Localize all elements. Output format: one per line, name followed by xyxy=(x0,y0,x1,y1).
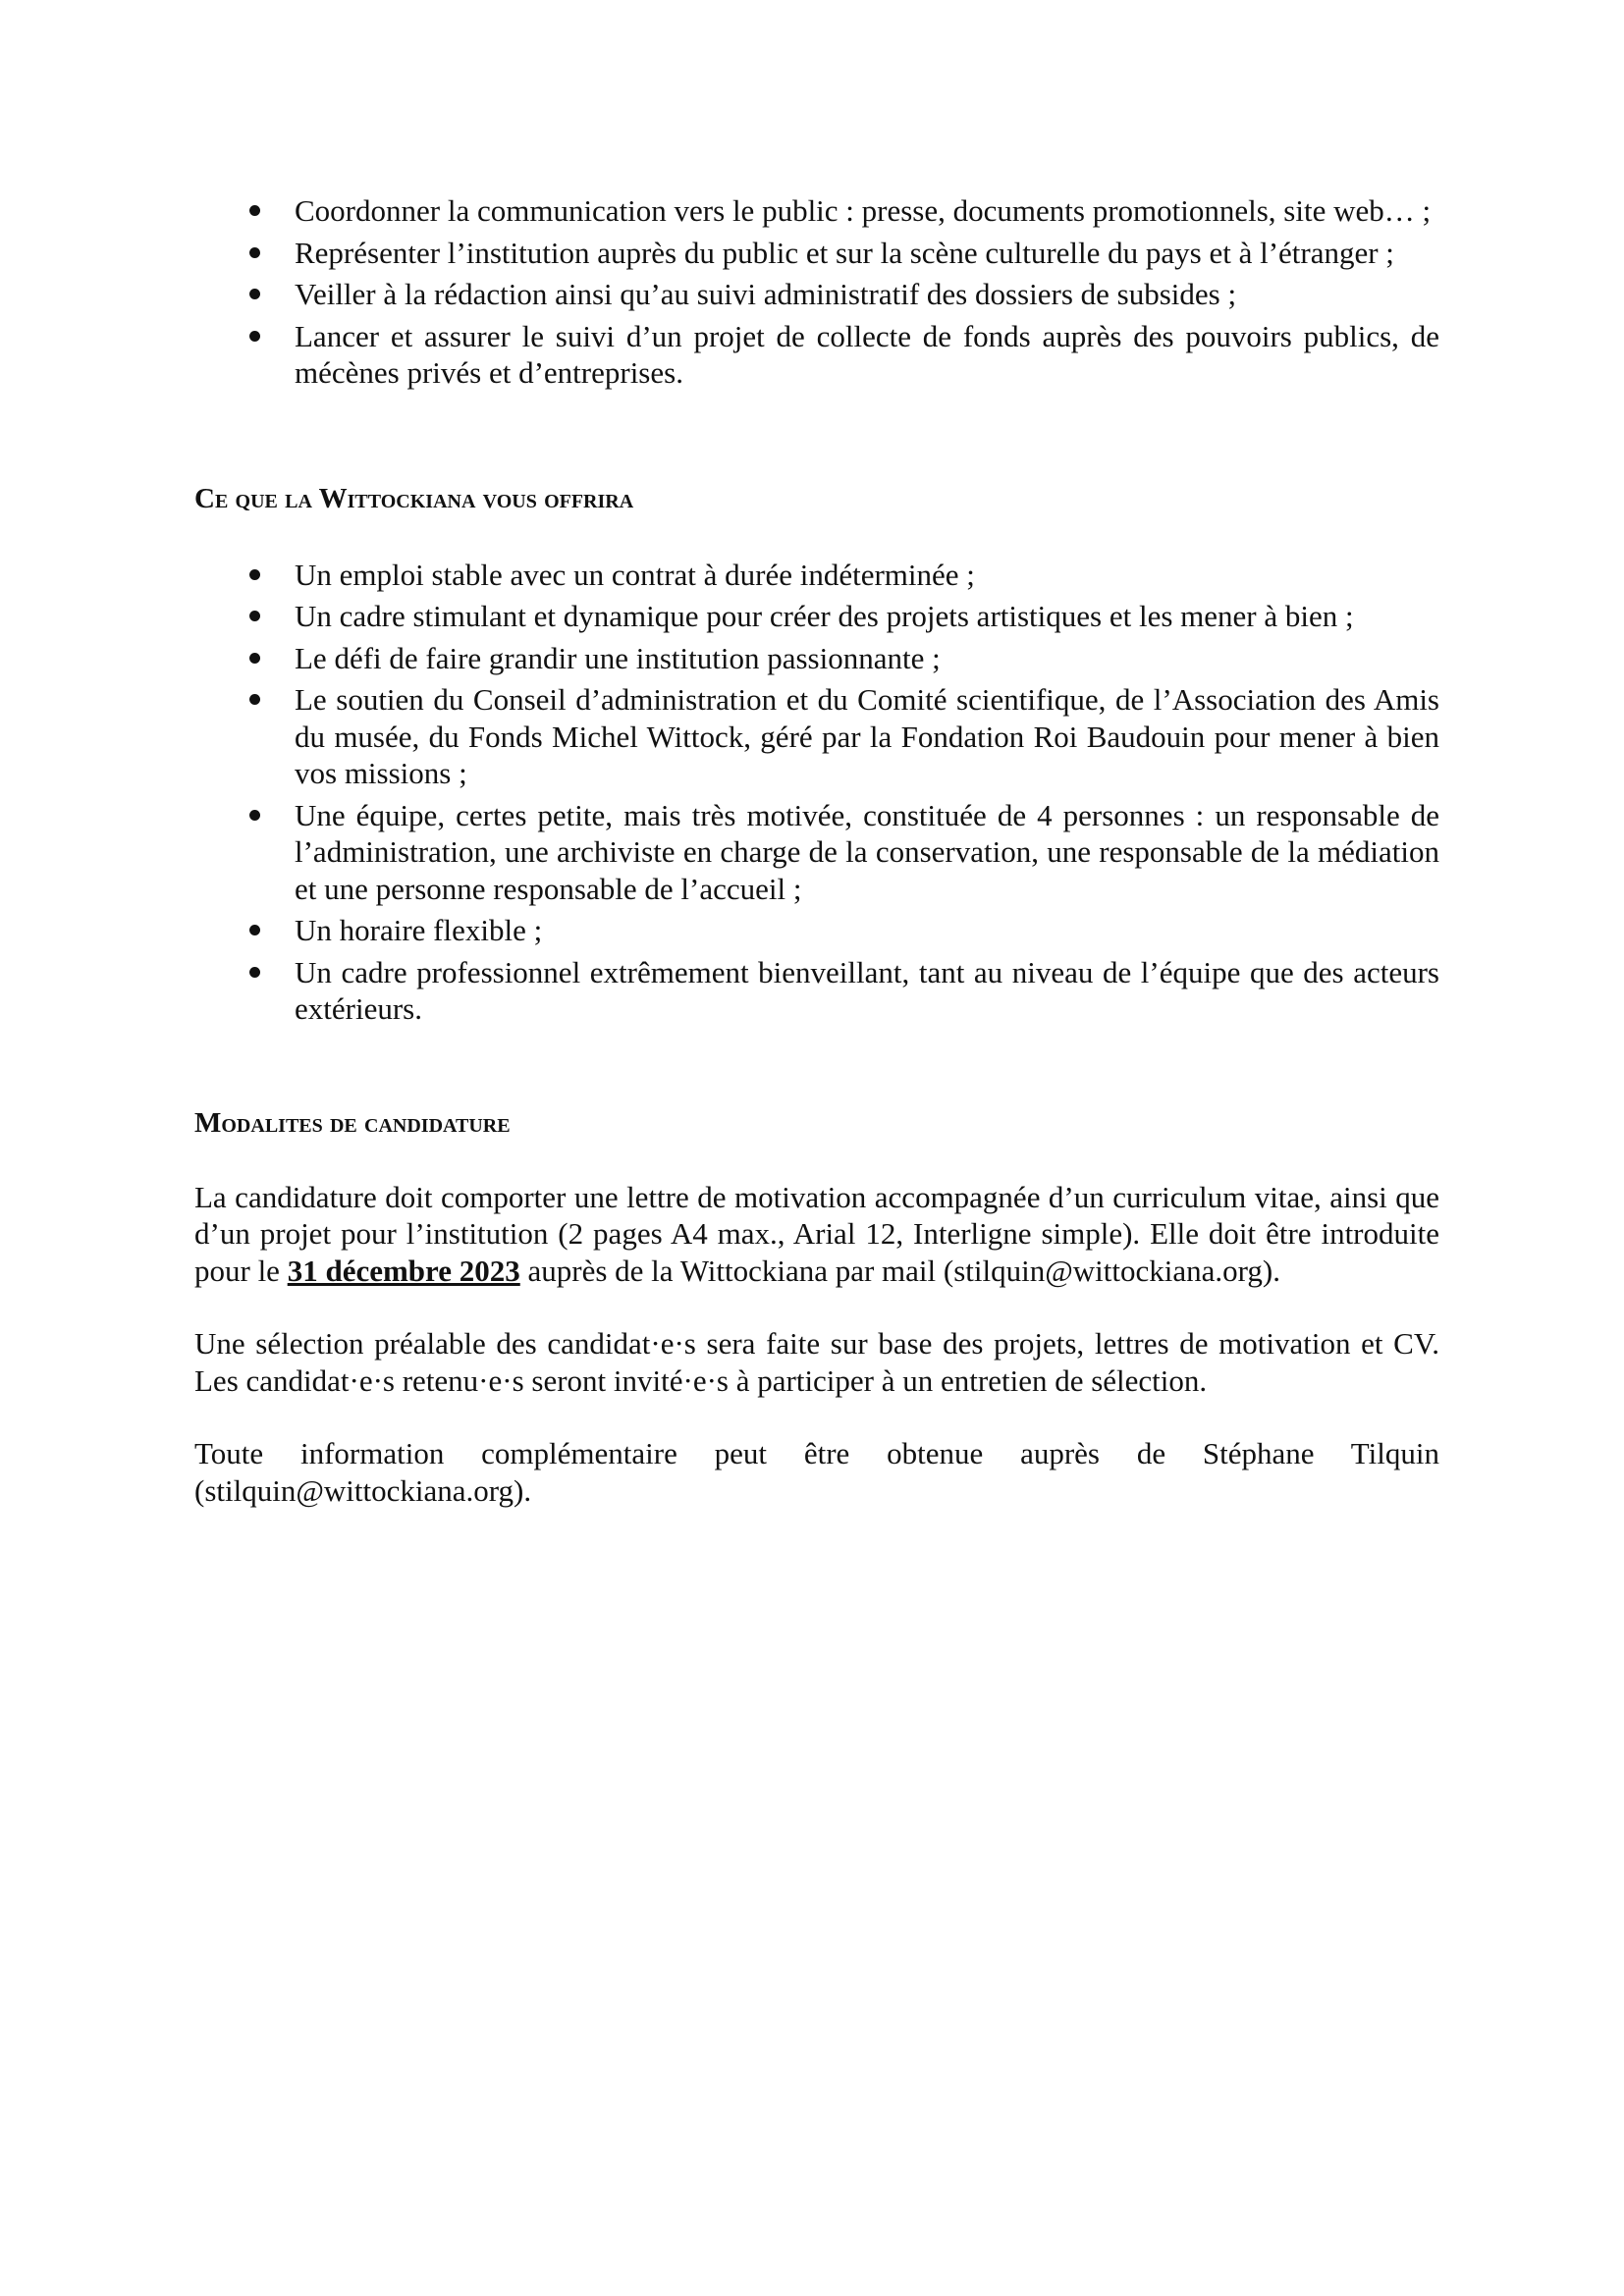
deadline-date: 31 décembre 2023 xyxy=(287,1253,520,1288)
list-item-text: Un emploi stable avec un contrat à durée indéterminée ; xyxy=(295,557,975,592)
list-item xyxy=(194,681,1439,792)
list-item-text: Le soutien du Conseil d’administration et du Comité scientifique, de l’Association des Amis du musée, du Fonds Michel Wittock, géré par la Fondation Roi Baudouin pour mener à bien vos missions ; xyxy=(295,682,1439,790)
list-item-text: Coordonner la communication vers le public : presse, documents promotionnels, site web… ; xyxy=(295,193,1432,228)
bullet-icon xyxy=(249,331,260,342)
bullet-icon xyxy=(249,205,260,216)
list-item xyxy=(194,598,1439,635)
offer-section-heading: Ce que la Wittockiana vous offrira xyxy=(194,482,634,514)
list-item-text: Veiller à la rédaction ainsi qu’au suivi administratif des dossiers de subsides ; xyxy=(295,277,1237,311)
offer-list xyxy=(194,557,1439,1028)
application-section-heading: Modalites de candidature xyxy=(194,1106,511,1139)
list-item xyxy=(194,797,1439,908)
bullet-icon xyxy=(249,967,260,978)
list-item xyxy=(194,318,1439,392)
document-page xyxy=(194,192,1439,1509)
list-item xyxy=(194,557,1439,594)
list-item xyxy=(194,276,1439,313)
list-item xyxy=(194,640,1439,677)
list-item xyxy=(194,912,1439,949)
selection-paragraph: Une sélection préalable des candidat·e·s sera faite sur base des projets, lettres de motivation et CV. Les candidat·e·s retenu·e·s seront invité·e·s à participer à un entretien de sélection. xyxy=(194,1326,1439,1398)
bullet-icon xyxy=(249,289,260,299)
bullet-icon xyxy=(249,247,260,258)
contact-paragraph: Toute information complémentaire peut être obtenue auprès de Stéphane Tilquin (stilquin@wittockiana.org). xyxy=(194,1436,1439,1508)
list-item-text: Représenter l’institution auprès du public et sur la scène culturelle du pays et à l’étranger ; xyxy=(295,235,1394,270)
list-item-text: Une équipe, certes petite, mais très motivée, constituée de 4 personnes : un responsable de l’administration, une archiviste en charge de la conservation, une responsable de la médiation et une personne responsable de l’accueil ; xyxy=(295,797,1439,906)
bullet-icon xyxy=(249,611,260,621)
bullet-icon xyxy=(249,569,260,580)
bullet-icon xyxy=(249,810,260,821)
bullet-icon xyxy=(249,653,260,664)
list-item-text: Lancer et assurer le suivi d’un projet de collecte de fonds auprès des pouvoirs publics, de mécènes privés et d’entreprises. xyxy=(295,318,1439,390)
application-text-after: auprès de la Wittockiana par mail (stilquin@wittockiana.org). xyxy=(519,1253,1280,1288)
list-item xyxy=(194,235,1439,272)
list-item-text: Le défi de faire grandir une institution passionnante ; xyxy=(295,640,941,675)
list-item-text: Un cadre stimulant et dynamique pour créer des projets artistiques et les mener à bien ; xyxy=(295,599,1354,633)
list-item-text: Un cadre professionnel extrêmement bienveillant, tant au niveau de l’équipe que des acteurs extérieurs. xyxy=(295,954,1439,1026)
list-item xyxy=(194,192,1439,230)
application-text-before: La candidature doit comporter une lettre de motivation accompagnée d’un curriculum vitae, ainsi que d’un projet pour l’institution (2 pages A4 max., Arial 12, Interligne simple). Elle doit être introduite pour le xyxy=(194,1179,1439,1288)
bullet-icon xyxy=(249,694,260,705)
responsibilities-list xyxy=(194,192,1439,392)
list-item-text: Un horaire flexible ; xyxy=(295,913,543,947)
application-paragraph xyxy=(194,1179,1439,1290)
list-item xyxy=(194,954,1439,1028)
bullet-icon xyxy=(249,925,260,935)
